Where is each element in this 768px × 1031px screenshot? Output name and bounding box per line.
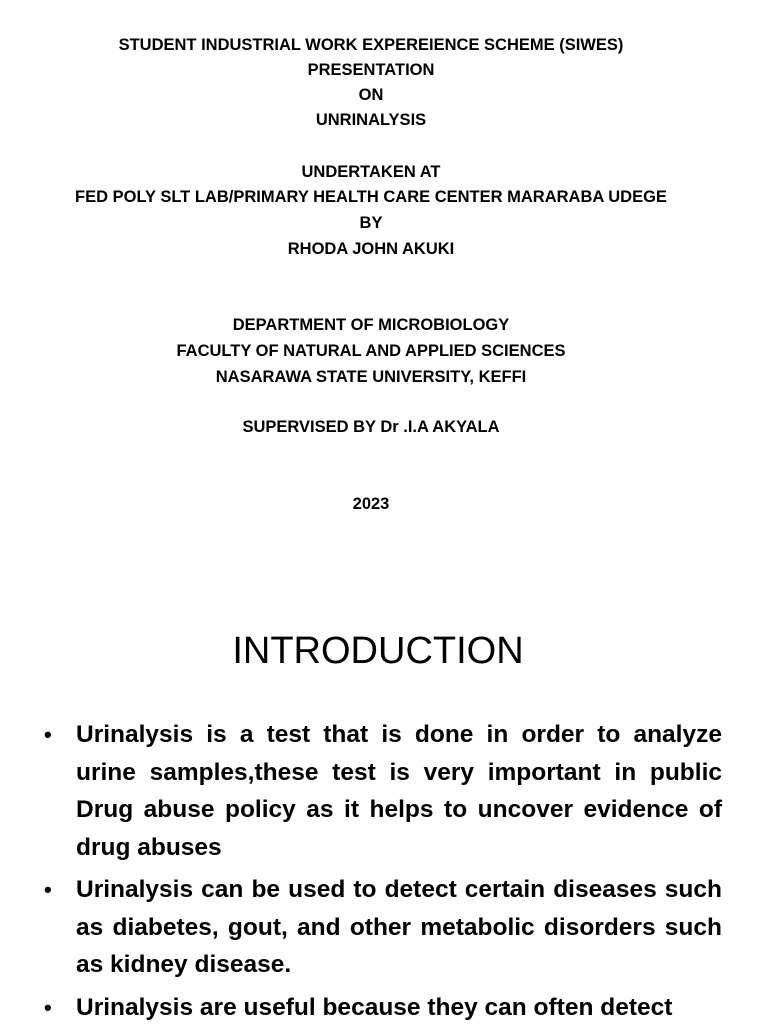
faculty-text: FACULTY OF NATURAL AND APPLIED SCIENCES (176, 342, 566, 360)
presentation-label: PRESENTATION (307, 61, 435, 79)
year-text: 2023 (352, 495, 390, 513)
undertaken-at-label: UNDERTAKEN AT (301, 163, 441, 181)
introduction-heading: INTRODUCTION (232, 630, 524, 672)
department-text: DEPARTMENT OF MICROBIOLOGY (232, 316, 510, 334)
location-text: FED POLY SLT LAB/PRIMARY HEALTH CARE CENTER MARARABA UDEGE (75, 188, 667, 206)
bullet-text: Urinalysis are useful because they can often detect (76, 993, 673, 1021)
list-item (44, 989, 722, 1027)
on-label: ON (358, 86, 384, 104)
introduction-bullet-list (44, 716, 722, 1031)
bullet-icon: • (44, 722, 52, 747)
list-item (44, 871, 722, 984)
topic-title: UNRINALYSIS (315, 111, 427, 129)
bullet-text: Urinalysis can be used to detect certain diseases such as diabetes, gout, and other metabolic disorders such as kidney disease. (76, 876, 722, 978)
by-label: BY (359, 214, 383, 232)
scheme-title: STUDENT INDUSTRIAL WORK EXPEREIENCE SCHEME (SIWES) (118, 36, 624, 54)
supervisor-text: SUPERVISED BY Dr .I.A AKYALA (242, 418, 500, 436)
bullet-icon: • (44, 994, 52, 1020)
bullet-icon: • (44, 877, 52, 902)
university-text: NASARAWA STATE UNIVERSITY, KEFFI (215, 368, 527, 386)
bullet-text: Urinalysis is a test that is done in order to analyze urine samples,these test is very important in public Drug abuse policy as it helps to uncover evidence of drug abuses (76, 721, 722, 861)
list-item (44, 716, 722, 866)
author-name: RHODA JOHN AKUKI (287, 240, 455, 258)
